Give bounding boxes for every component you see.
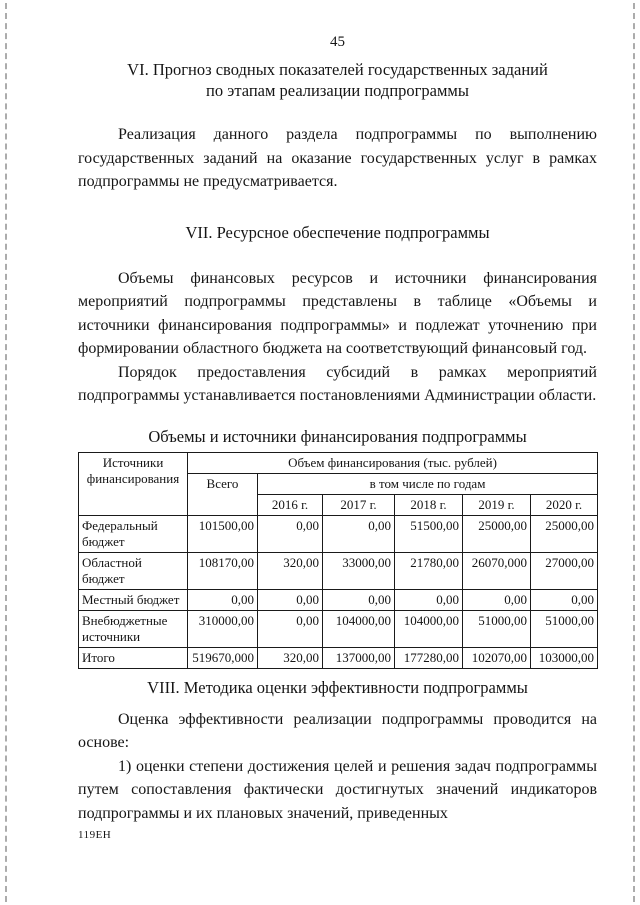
finance-table-title: Объемы и источники финансирования подпрограммы [148,426,527,446]
row-value-2016: 0,00 [258,515,323,552]
row-value-2020: 27000,00 [531,552,598,589]
table-row-extrabudgetary [79,610,598,647]
table-header-row-1 [79,452,598,473]
row-value-2019: 51000,00 [463,610,531,647]
row-total: 310000,00 [188,610,258,647]
section-6-heading-line2: по этапам реализации подпрограммы [206,81,469,100]
row-value-2017: 0,00 [323,515,395,552]
row-total: 0,00 [188,589,258,610]
row-total: 101500,00 [188,515,258,552]
row-source: Местный бюджет [79,589,188,610]
section-6-heading-line1: VI. Прогноз сводных показателей государственных заданий [127,60,548,79]
table-row-regional-budget [79,552,598,589]
row-value-2018: 51500,00 [395,515,463,552]
row-value-2020: 103000,00 [531,647,598,668]
row-value-2016: 0,00 [258,610,323,647]
section-8-paragraph: Оценка эффективности реализации подпрограммы проводится на основе: [78,710,597,751]
row-value-2017: 104000,00 [323,610,395,647]
page-content [78,0,597,842]
row-value-2016: 0,00 [258,589,323,610]
row-value-2019: 0,00 [463,589,531,610]
header-year-2018: 2018 г. [395,494,463,515]
header-year-2020: 2020 г. [531,494,598,515]
section-7-heading: VII. Ресурсное обеспечение подпрограммы [185,222,490,242]
section-6-heading [78,59,597,101]
row-value-2016: 320,00 [258,647,323,668]
row-value-2017: 137000,00 [323,647,395,668]
section-7-paragraph-2: Порядок предоставления субсидий в рамках мероприятий подпрограммы устанавливается постановлениями Администрации области. [78,363,597,404]
row-source: Федеральный бюджет [79,515,188,552]
row-value-2020: 25000,00 [531,515,598,552]
header-year-2017: 2017 г. [323,494,395,515]
header-by-years: в том числе по годам [258,473,598,494]
table-row-local-budget [79,589,598,610]
row-value-2018: 177280,00 [395,647,463,668]
row-value-2017: 0,00 [323,589,395,610]
table-row-itogo [79,647,598,668]
row-value-2018: 104000,00 [395,610,463,647]
scan-edge-right [633,3,635,902]
header-volume: Объем финансирования (тыс. рублей) [188,452,598,473]
section-8-heading: VIII. Методика оценки эффективности подпрограммы [147,677,528,697]
row-value-2020: 0,00 [531,589,598,610]
header-year-2016: 2016 г. [258,494,323,515]
row-total: 519670,000 [188,647,258,668]
page-number: 45 [330,34,345,50]
footer-code: 119ЕН [78,829,112,841]
row-source: Итого [79,647,188,668]
row-total: 108170,00 [188,552,258,589]
header-total: Всего [188,473,258,515]
row-value-2017: 33000,00 [323,552,395,589]
row-source: Внебюджетные источники [79,610,188,647]
row-value-2019: 26070,000 [463,552,531,589]
row-value-2018: 0,00 [395,589,463,610]
table-row-federal-budget [79,515,598,552]
header-year-2019: 2019 г. [463,494,531,515]
row-value-2019: 102070,00 [463,647,531,668]
section-7-paragraph-1: Объемы финансовых ресурсов и источники финансирования мероприятий подпрограммы представлены в таблице «Объемы и источники финансирования подпрограммы» и подлежат уточнению при формировании областного бюджета на соответствующий финансовый год. [78,269,597,357]
row-source: Областной бюджет [79,552,188,589]
header-sources: Источники финансирования [79,452,188,515]
row-value-2016: 320,00 [258,552,323,589]
scan-edge-left [5,3,7,902]
section-6-paragraph: Реализация данного раздела подпрограммы по выполнению государственных заданий на оказание государственных услуг в рамках подпрограммы не предусматривается. [78,126,597,190]
section-8-list-item-1: 1) оценки степени достижения целей и решения задач подпрограммы путем сопоставления фактически достигнутых значений индикаторов подпрограммы и их плановых значений, приведенных [78,757,597,822]
row-value-2019: 25000,00 [463,515,531,552]
finance-table [78,452,598,669]
row-value-2020: 51000,00 [531,610,598,647]
row-value-2018: 21780,00 [395,552,463,589]
